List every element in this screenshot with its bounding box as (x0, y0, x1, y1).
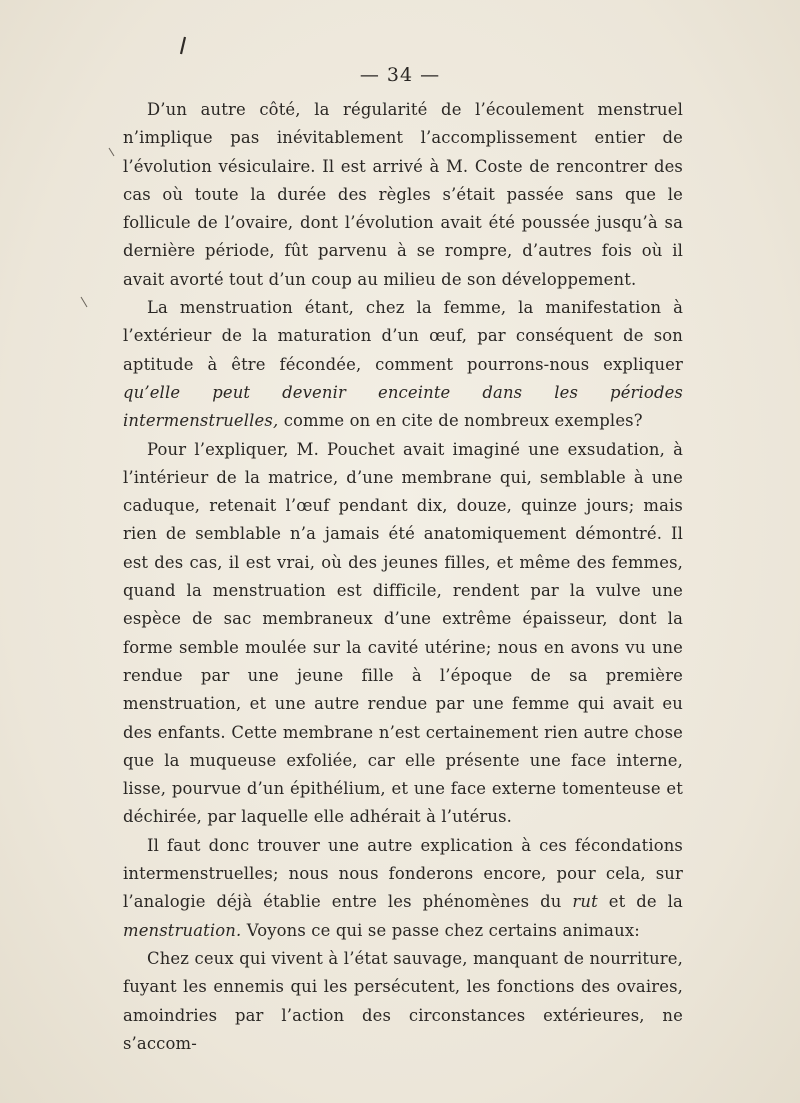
text-run: et de la (597, 892, 683, 912)
margin-tick-mark (80, 296, 88, 308)
italic-text: menstruation. (123, 920, 242, 940)
italic-text: qu’elle peut devenir enceinte dans les périodes intermenstruelles, (123, 382, 683, 431)
text-run: La menstruation étant, chez la femme, la manifestation à l’extérieur de la maturation d’un œuf, par conséquent de son aptitude à être fécondée, comment pourrons-nous expliquer (123, 298, 683, 374)
paragraph (123, 436, 683, 832)
text-run: Il faut donc trouver une autre explication à ces fécondations intermenstruelles; nous nous fonderons encore, pour cela, sur l’analogie déjà établie entre les phénomènes du (123, 835, 683, 912)
paragraph (123, 832, 683, 945)
body-text (123, 96, 683, 1058)
page-number: — 34 — (359, 64, 441, 86)
paragraph (123, 294, 683, 435)
italic-text: rut (572, 892, 598, 912)
text-run: Pour l’expliquer, M. Pouchet avait imaginé une exsudation, à l’intérieur de la matrice, d’une membrane qui, semblable à une caduque, retenait l’œuf pendant dix, douze, quinze jours; mais rien de semblable n’a jamais été anatomiquement démontré. Il est des cas, il est vrai, où des jeunes filles, et même des femmes, quand la menstruation est difficile, rendent par la vulve une espèce de sac membraneux d’une extrême épaisseur, dont la forme semble moulée sur la cavité utérine; nous en avons vu une rendue par une jeune fille à l’époque de sa première menstruation, et une autre rendue par une femme qui avait eu des enfants. Cette membrane n’est certainement rien autre chose que la muqueuse exfoliée, car elle présente une face interne, lisse, pourvue d’un épithélium, et une face externe tomenteuse et déchirée, par laquelle elle adhérait à l’utérus. (123, 439, 683, 827)
text-run: Voyons ce qui se passe chez certains animaux: (241, 920, 640, 940)
text-run: comme on en cite de nombreux exemples? (278, 411, 643, 431)
paragraph (123, 96, 683, 294)
ink-mark (178, 36, 188, 56)
paragraph (123, 945, 683, 1058)
text-run: Chez ceux qui vivent à l’état sauvage, manquant de nourriture, fuyant les ennemis qui les persécutent, les fonctions des ovaires, amoindries par l’action des circonstances extérieures, ne s’accom- (123, 948, 683, 1053)
text-run: D’un autre côté, la régularité de l’écoulement menstruel n’implique pas inévitablement l’accomplissement entier de l’évolution vésiculaire. Il est arrivé à M. Coste de rencontrer des cas où toute la durée des règles s’était passée sans que le follicule de l’ovaire, dont l’évolution avait été poussée jusqu’à sa dernière période, fût parvenu à se rompre, d’autres fois où il avait avorté tout d’un coup au milieu de son développement. (123, 100, 683, 289)
margin-tick-mark (108, 146, 116, 158)
